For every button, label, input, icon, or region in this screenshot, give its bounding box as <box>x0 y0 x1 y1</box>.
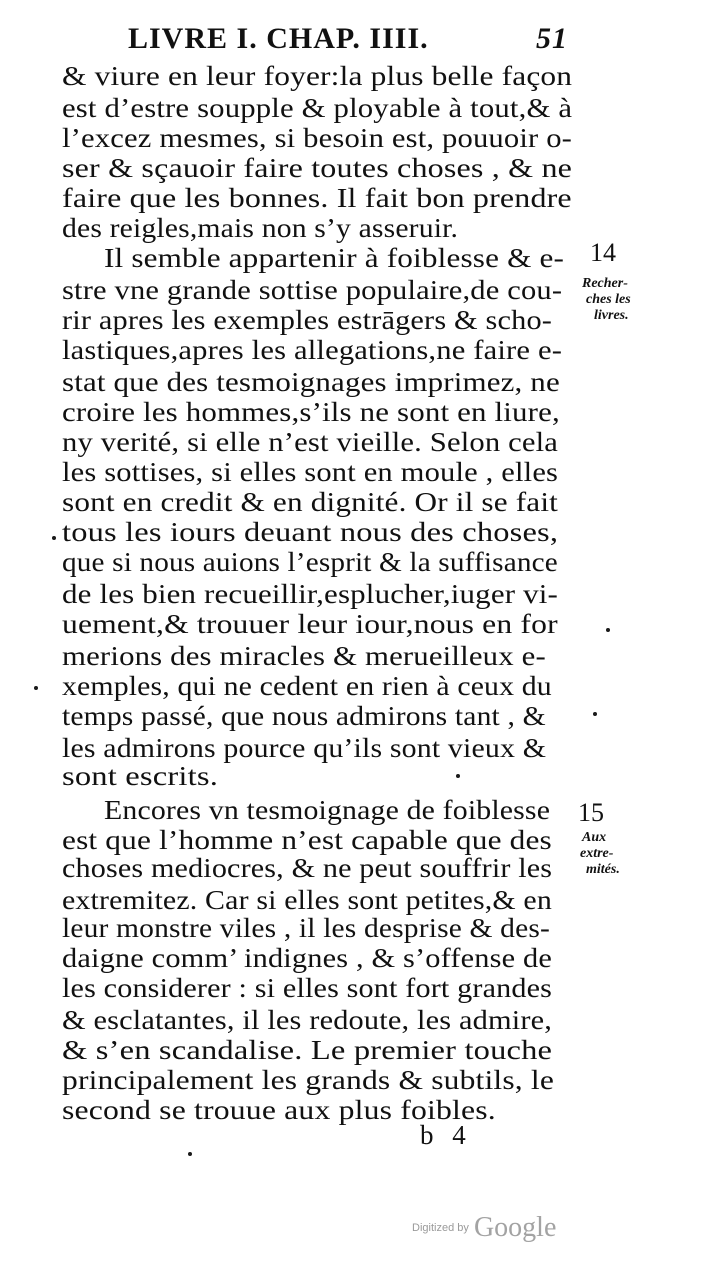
text-line: xemples, qui ne cedent en rien à ceux du <box>62 670 552 701</box>
text-line: les admirons pource qu’ils sont vieux & <box>62 732 547 763</box>
margin-note-2-line: Aux <box>582 830 607 845</box>
margin-section-number-14: 14 <box>590 238 616 267</box>
margin-note-1-line: ches les <box>586 292 631 307</box>
text-line: est d’estre soupple & ployable à tout,& à <box>62 92 573 123</box>
text-line: l’excez mesmes, si besoin est, pouuoir o- <box>62 122 573 153</box>
text-line: des reigles,mais non s’y asseruir. <box>62 212 459 243</box>
ink-speck <box>593 712 597 716</box>
margin-note-2 <box>580 830 620 878</box>
text-line: & viure en leur foyer:la plus belle façon <box>62 60 573 91</box>
running-head: LIVRE I. CHAP. IIII. <box>128 22 429 55</box>
text-line: tous les iours deuant nous des choses, <box>62 516 559 547</box>
text-line: faire que les bonnes. Il fait bon prendre <box>62 182 572 213</box>
text-line: extremitez. Car si elles sont petites,& en <box>62 884 552 915</box>
text-line: & esclatantes, il les redoute, les admire, <box>62 1004 553 1035</box>
text-line: temps passé, que nous admirons tant , & <box>62 700 546 731</box>
text-line: les considerer : si elles sont fort grandes <box>62 972 553 1003</box>
ink-speck <box>52 536 56 540</box>
margin-note-2-line: mités. <box>586 862 620 877</box>
signature-mark: b 4 <box>420 1120 472 1150</box>
text-line: leur monstre viles , il les desprise & des- <box>62 912 550 943</box>
text-line: est que l’homme n’est capable que des <box>62 824 552 855</box>
text-line: & s’en scandalise. Le premier touche <box>62 1034 553 1065</box>
text-line: sont en credit & en dignité. Or il se fait <box>62 486 559 517</box>
digitized-watermark <box>412 1212 556 1252</box>
text-line: de les bien recueillir,esplucher,iuger vi- <box>62 578 558 609</box>
ink-speck <box>606 628 610 632</box>
text-line: stat que des tesmoignages imprimez, ne <box>62 366 560 397</box>
text-line: uement,& trouuer leur iour,nous en for <box>62 608 558 639</box>
text-line: lastiques,apres les allegations,ne faire e- <box>62 334 563 365</box>
running-header <box>128 22 568 56</box>
text-line: Il semble appartenir à foiblesse & e- <box>104 242 565 273</box>
text-line: principalement les grands & subtils, le <box>62 1064 555 1095</box>
ink-speck <box>456 774 460 778</box>
watermark-prefix: Digitized by <box>412 1222 469 1234</box>
text-line: que si nous auions l’esprit & la suffisance <box>62 546 558 577</box>
margin-note-1 <box>582 276 631 324</box>
text-line: second se trouue aux plus foibles. <box>62 1094 496 1125</box>
margin-section-number-15: 15 <box>578 798 604 827</box>
text-line: les sottises, si elles sont en moule , elles <box>62 456 559 487</box>
text-line: croire les hommes,s’ils ne sont en liure, <box>62 396 560 427</box>
text-line: ser & sçauoir faire toutes choses , & ne <box>62 152 573 183</box>
text-line: rir apres les exemples estrāgers & scho- <box>62 304 553 335</box>
page-number: 51 <box>536 22 568 55</box>
ink-speck <box>188 1152 192 1156</box>
text-line: ny verité, si elle n’est vieille. Selon cela <box>62 426 559 457</box>
text-line: stre vne grande sottise populaire,de cou- <box>62 274 563 305</box>
text-line: daigne comm’ indignes , & s’offense de <box>62 942 552 973</box>
google-logo: Google <box>473 1212 557 1243</box>
margin-note-2-line: extre- <box>580 846 614 861</box>
margin-note-1-line: Recher- <box>582 276 628 291</box>
text-line: merions des miracles & merueilleux e- <box>62 640 546 671</box>
text-line: Encores vn tesmoignage de foiblesse <box>104 794 551 825</box>
margin-note-1-line: livres. <box>594 308 629 323</box>
text-line: sont escrits. <box>62 760 219 791</box>
ink-speck <box>34 686 38 690</box>
text-line: choses mediocres, & ne peut souffrir les <box>62 852 553 883</box>
